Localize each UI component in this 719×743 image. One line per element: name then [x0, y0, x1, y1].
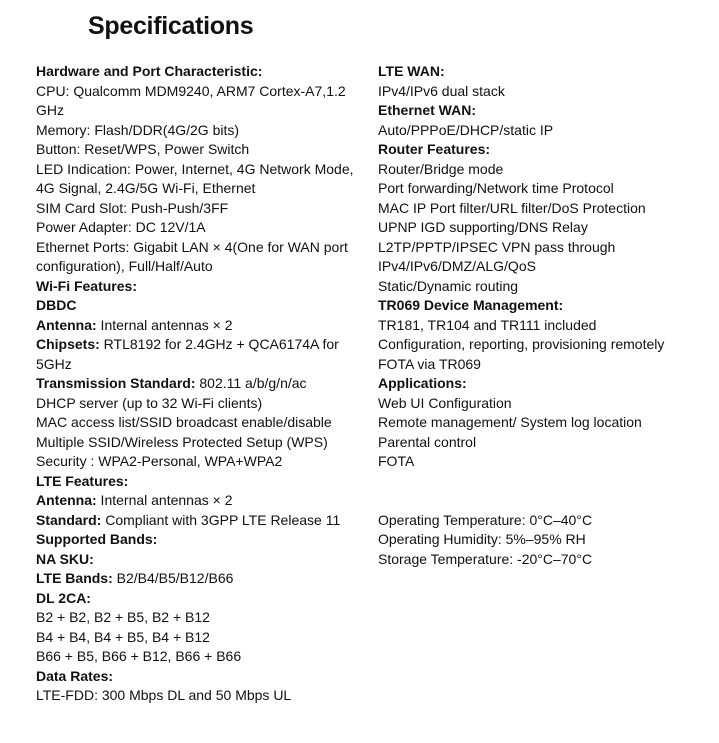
spec-line — [36, 452, 376, 472]
spec-line — [36, 257, 376, 277]
spec-label: Antenna: — [36, 492, 97, 508]
spec-value: Port forwarding/Network time Protocol — [378, 180, 614, 196]
spec-value: Web UI Configuration — [378, 394, 512, 411]
spec-label: Data Rates: — [36, 667, 114, 684]
spec-heading — [36, 667, 376, 687]
spec-line — [378, 452, 713, 472]
spec-line — [36, 608, 376, 628]
spec-value: IPv4/IPv6/DMZ/ALG/QoS — [378, 258, 536, 274]
spec-value: Storage Temperature: -20°C–70°C — [378, 550, 593, 567]
spec-value: Static/Dynamic routing — [378, 277, 519, 294]
spec-line — [378, 511, 713, 531]
spec-value: Button: Reset/WPS, Power Switch — [36, 141, 250, 157]
spec-value: Memory: Flash/DDR(4G/2G bits) — [36, 121, 240, 138]
spec-value: Internal antennas × 2 — [96, 492, 233, 508]
spec-label: NA SKU: — [36, 550, 94, 567]
spec-value: MAC access list/SSID broadcast enable/disable — [36, 414, 332, 430]
spec-value: Power Adapter: DC 12V/1A — [36, 219, 206, 235]
spec-line — [36, 238, 376, 258]
spec-line — [378, 530, 713, 550]
spec-value: LTE-FDD: 300 Mbps DL and 50 Mbps UL — [36, 687, 292, 703]
spec-heading — [378, 296, 713, 316]
spec-line — [36, 569, 376, 589]
spec-line — [36, 199, 376, 219]
spec-line — [378, 335, 713, 355]
spec-label: Supported Bands: — [36, 531, 158, 547]
spec-value: Internal antennas × 2 — [96, 316, 233, 333]
spec-line — [36, 394, 376, 414]
spec-line — [378, 433, 713, 453]
spec-label: Hardware and Port Characteristic: — [36, 63, 263, 79]
spec-label: DL 2CA: — [36, 589, 91, 606]
spec-line — [378, 218, 713, 238]
spec-line — [36, 101, 376, 121]
spec-line — [36, 218, 376, 238]
spec-line — [36, 82, 376, 102]
spec-label: Wi-Fi Features: — [36, 277, 137, 294]
spec-value: DHCP server (up to 32 Wi-Fi clients) — [36, 394, 263, 411]
right-spec-column — [378, 62, 713, 569]
spec-line — [36, 413, 376, 433]
spec-value: TR181, TR104 and TR111 included — [378, 316, 597, 333]
spec-value: Parental control — [378, 433, 477, 450]
spec-value: Configuration, reporting, provisioning remotely — [378, 336, 665, 352]
spec-value: GHz — [36, 102, 64, 118]
spec-value: B2/B4/B5/B12/B66 — [112, 570, 234, 586]
spec-heading — [36, 296, 376, 316]
spec-value: configuration), Full/Half/Auto — [36, 258, 213, 274]
spec-heading — [36, 472, 376, 492]
spec-line — [36, 160, 376, 180]
spec-line — [36, 335, 376, 355]
spec-line — [378, 491, 713, 511]
spec-line — [36, 374, 376, 394]
spec-line — [378, 160, 713, 180]
spec-value: 802.11 a/b/g/n/ac — [195, 375, 307, 391]
spec-heading — [378, 62, 713, 82]
spec-line — [378, 199, 713, 219]
spec-value: Multiple SSID/Wireless Protected Setup (WPS) — [36, 433, 328, 450]
spec-value: MAC IP Port filter/URL filter/DoS Protection — [378, 199, 646, 216]
spec-value: CPU: Qualcomm MDM9240, ARM7 Cortex-A7,1.2 — [36, 82, 346, 99]
spec-heading — [378, 374, 713, 394]
spec-value: FOTA via TR069 — [378, 355, 481, 372]
spec-heading — [36, 589, 376, 609]
spec-line — [36, 121, 376, 141]
spec-heading — [378, 101, 713, 121]
spec-value: Ethernet Ports: Gigabit LAN × 4(One for WAN port — [36, 238, 348, 255]
spec-line — [36, 628, 376, 648]
spec-label: Ethernet WAN: — [378, 102, 476, 118]
page-title: Specifications — [88, 12, 254, 40]
spec-value: B66 + B5, B66 + B12, B66 + B66 — [36, 648, 242, 664]
spec-value: SIM Card Slot: Push-Push/3FF — [36, 199, 229, 216]
spec-value: IPv4/IPv6 dual stack — [378, 82, 505, 99]
spec-label: LTE Bands: — [36, 570, 113, 586]
spec-line — [36, 647, 376, 667]
spec-label: LTE Features: — [36, 472, 129, 489]
spec-heading — [36, 277, 376, 297]
spec-heading — [36, 62, 376, 82]
spec-line — [378, 179, 713, 199]
spec-value: Security : WPA2-Personal, WPA+WPA2 — [36, 453, 283, 469]
spec-line — [36, 355, 376, 375]
spec-value: Operating Temperature: 0°C–40°C — [378, 511, 593, 528]
spec-heading — [36, 550, 376, 570]
left-spec-column — [36, 62, 376, 706]
spec-label: TR069 Device Management: — [378, 297, 564, 313]
spec-line — [36, 686, 376, 706]
spec-heading — [378, 140, 713, 160]
spec-line — [378, 121, 713, 141]
spec-line — [378, 277, 713, 297]
spec-value: B4 + B4, B4 + B5, B4 + B12 — [36, 628, 210, 645]
spec-line — [378, 472, 713, 492]
spec-line — [378, 394, 713, 414]
spec-line — [36, 433, 376, 453]
spec-line — [36, 179, 376, 199]
spec-value: Router/Bridge mode — [378, 160, 504, 177]
spec-line — [378, 355, 713, 375]
spec-value: Operating Humidity: 5%–95% RH — [378, 531, 586, 547]
spec-line — [378, 316, 713, 336]
spec-value: B2 + B2, B2 + B5, B2 + B12 — [36, 609, 210, 625]
spec-value: LED Indication: Power, Internet, 4G Network Mode, — [36, 160, 354, 177]
spec-value: 4G Signal, 2.4G/5G Wi-Fi, Ethernet — [36, 180, 256, 196]
spec-line — [378, 257, 713, 277]
spec-value: FOTA — [378, 453, 415, 469]
spec-label: Chipsets: — [36, 336, 100, 352]
spec-value: Remote management/ System log location — [378, 414, 642, 430]
spec-value: 5GHz — [36, 355, 72, 372]
spec-line — [378, 550, 713, 570]
spec-label: Standard: — [36, 511, 102, 528]
spec-value: Auto/PPPoE/DHCP/static IP — [378, 121, 554, 138]
spec-label: Router Features: — [378, 141, 491, 157]
spec-line — [378, 413, 713, 433]
spec-line — [36, 140, 376, 160]
spec-line — [36, 491, 376, 511]
spec-label: Antenna: — [36, 316, 97, 333]
spec-label: Transmission Standard: — [36, 375, 196, 391]
spec-line — [36, 511, 376, 531]
spec-heading — [36, 530, 376, 550]
spec-label: Applications: — [378, 375, 467, 391]
spec-label: DBDC — [36, 297, 77, 313]
spec-line — [378, 238, 713, 258]
spec-value: L2TP/PPTP/IPSEC VPN pass through — [378, 238, 616, 255]
spec-value: RTL8192 for 2.4GHz + QCA6174A for — [99, 336, 339, 352]
spec-value: UPNP IGD supporting/DNS Relay — [378, 219, 588, 235]
spec-line — [378, 82, 713, 102]
spec-value: Compliant with 3GPP LTE Release 11 — [101, 511, 341, 528]
spec-label: LTE WAN: — [378, 63, 445, 79]
spec-line — [36, 316, 376, 336]
